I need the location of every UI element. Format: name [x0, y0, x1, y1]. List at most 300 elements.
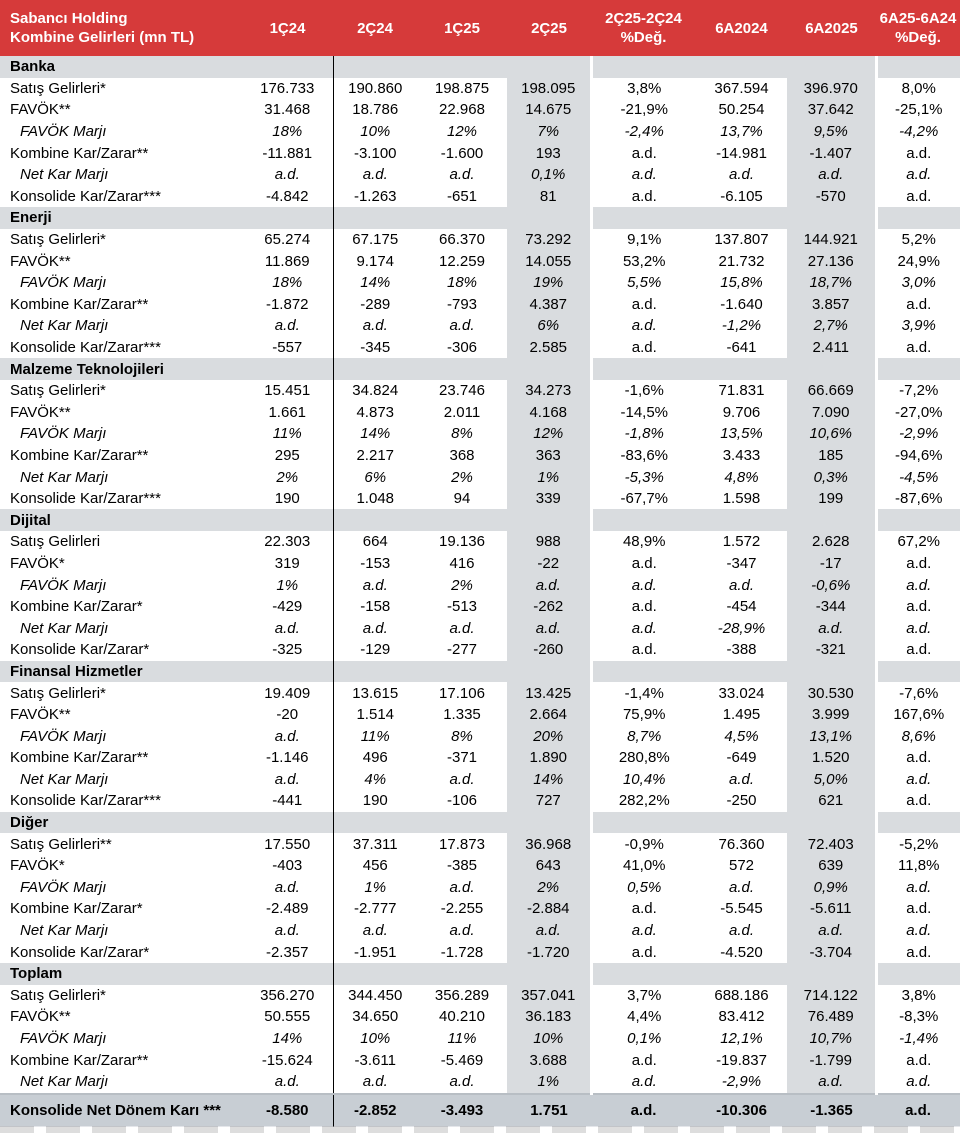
table-cell: -345: [333, 337, 417, 359]
table-cell: a.d.: [274, 770, 300, 788]
table-cell: 81: [507, 186, 591, 208]
table-cell: a.d.: [728, 166, 755, 184]
table-cell: 4%: [333, 769, 417, 791]
table-cell: -25,1%: [876, 99, 960, 121]
table-cell: 190: [333, 790, 417, 812]
table-cell: 73.292: [507, 229, 591, 251]
row-label: Net Kar Marjı: [20, 770, 109, 788]
section-header-filler: [333, 509, 417, 531]
table-cell: a.d.: [876, 164, 960, 186]
row-label: Kombine Kar/Zarar**: [10, 1051, 149, 1069]
table-cell: -1,4%: [876, 1028, 960, 1050]
table-cell: 1.890: [507, 747, 591, 769]
table-cell: a.d.: [876, 553, 960, 575]
table-cell: 14.675: [507, 99, 591, 121]
row-label: Konsolide Kar/Zarar*: [10, 943, 150, 961]
table-cell: 10%: [507, 1028, 591, 1050]
table-cell: 688.186: [714, 986, 769, 1004]
table-cell: -5,3%: [591, 466, 696, 488]
table-cell: 1.048: [333, 488, 417, 510]
table-cell: -19.837: [716, 1051, 767, 1069]
table-row: [0, 920, 960, 942]
table-cell: -83,6%: [591, 445, 696, 467]
table-cell: -388: [726, 641, 757, 659]
row-label: FAVÖK Marjı: [20, 576, 107, 594]
table-cell: 75,9%: [591, 704, 696, 726]
table-cell: 34.650: [333, 1006, 417, 1028]
table-cell: 13,5%: [720, 425, 763, 443]
row-label: FAVÖK Marjı: [20, 878, 107, 896]
table-cell: -4,5%: [876, 466, 960, 488]
table-cell: 4.168: [507, 402, 591, 424]
section-header-row: [0, 661, 960, 683]
table-cell: -7,6%: [876, 682, 960, 704]
table-cell: -557: [272, 339, 303, 357]
table-cell: 356.289: [434, 986, 490, 1004]
table-cell: a.d.: [333, 920, 417, 942]
section-title: Finansal Hizmetler: [0, 661, 242, 683]
section-header-filler: [696, 509, 787, 531]
col-header-6m2024: 6A2024: [696, 0, 787, 56]
table-cell: 1%: [507, 1071, 591, 1094]
row-label: Satış Gelirleri*: [10, 79, 106, 97]
table-cell: -289: [333, 294, 417, 316]
table-cell: -277: [446, 641, 478, 659]
table-cell: 664: [333, 531, 417, 553]
row-label: Net Kar Marjı: [20, 166, 109, 184]
table-cell: -3.704: [787, 941, 876, 963]
table-cell: 643: [507, 855, 591, 877]
table-cell: 18%: [446, 274, 478, 292]
table-cell: 2.411: [787, 337, 876, 359]
table-cell: 36.183: [507, 1006, 591, 1028]
table-cell: 9,5%: [787, 121, 876, 143]
table-cell: -2.357: [265, 943, 309, 961]
table-cell: -1.872: [265, 295, 309, 313]
table-cell: -0,6%: [787, 574, 876, 596]
row-label: FAVÖK**: [10, 252, 71, 270]
table-cell: -14.981: [716, 144, 767, 162]
table-cell: 66.370: [439, 231, 485, 249]
table-row: [0, 337, 960, 359]
table-cell: 10,4%: [591, 769, 696, 791]
section-header-filler: [507, 661, 591, 683]
section-header-filler: [417, 509, 507, 531]
table-cell: 14%: [507, 769, 591, 791]
table-cell: a.d.: [787, 1071, 876, 1094]
table-cell: a.d.: [591, 164, 696, 186]
table-cell: 2%: [451, 468, 473, 486]
section-header-filler: [591, 56, 696, 78]
total-row: [0, 1094, 960, 1127]
section-header-filler: [696, 207, 787, 229]
table-row: [0, 704, 960, 726]
section-title: Banka: [0, 56, 242, 78]
table-cell: 66.669: [787, 380, 876, 402]
table-cell: 199: [787, 488, 876, 510]
table-cell: a.d.: [449, 878, 475, 896]
table-cell: a.d.: [507, 574, 591, 596]
section-header-filler: [591, 207, 696, 229]
table-row: [0, 617, 960, 639]
table-cell: -2,4%: [591, 121, 696, 143]
table-cell: 5,2%: [876, 229, 960, 251]
table-cell: 34.824: [333, 380, 417, 402]
table-cell: 572: [728, 857, 755, 875]
table-cell: -641: [726, 339, 757, 357]
table-row: [0, 531, 960, 553]
table-cell: a.d.: [591, 898, 696, 920]
section-header-filler: [787, 812, 876, 834]
row-label: Kombine Kar/Zarar**: [10, 295, 149, 313]
row-label: FAVÖK*: [10, 554, 65, 572]
table-cell: 7.090: [787, 402, 876, 424]
table-cell: 1%: [276, 576, 299, 594]
table-cell: 1%: [333, 877, 417, 899]
table-cell: 190: [274, 490, 300, 508]
table-cell: -2.255: [440, 900, 484, 918]
table-cell: a.d.: [591, 142, 696, 164]
section-header-filler: [876, 358, 960, 380]
section-header-filler: [507, 56, 591, 78]
table-cell: 19%: [507, 272, 591, 294]
row-label: Satış Gelirleri*: [10, 684, 106, 702]
row-label: Satış Gelirleri*: [10, 231, 106, 249]
total-cell: a.d.: [876, 1094, 960, 1127]
table-cell: -1,4%: [591, 682, 696, 704]
table-cell: 8,0%: [876, 78, 960, 100]
table-cell: 2%: [507, 877, 591, 899]
table-cell: 2%: [276, 468, 299, 486]
table-cell: a.d.: [876, 877, 960, 899]
table-cell: 17.873: [439, 835, 485, 853]
table-cell: 13,1%: [787, 725, 876, 747]
table-cell: -1.799: [787, 1049, 876, 1071]
table-cell: 185: [787, 445, 876, 467]
table-row: [0, 877, 960, 899]
table-cell: a.d.: [591, 574, 696, 596]
table-cell: 282,2%: [591, 790, 696, 812]
table-cell: 3,7%: [591, 985, 696, 1007]
table-row: [0, 596, 960, 618]
col-header-2q24: 2Ç24: [333, 0, 417, 56]
table-cell: 14.055: [507, 250, 591, 272]
table-cell: a.d.: [274, 166, 300, 184]
table-cell: 1%: [507, 466, 591, 488]
table-cell: 14%: [272, 1030, 303, 1048]
table-cell: -2,9%: [721, 1073, 762, 1091]
table-row: [0, 769, 960, 791]
table-cell: -1,6%: [591, 380, 696, 402]
table-cell: a.d.: [876, 769, 960, 791]
table-cell: 76.489: [787, 1006, 876, 1028]
table-row: [0, 1028, 960, 1050]
table-cell: -2,9%: [876, 423, 960, 445]
table-cell: a.d.: [876, 790, 960, 812]
table-cell: 11%: [447, 1030, 477, 1048]
section-header-filler: [876, 661, 960, 683]
table-cell: 8%: [451, 425, 473, 443]
table-cell: 144.921: [787, 229, 876, 251]
col-header-2q25: 2Ç25: [507, 0, 591, 56]
table-cell: 48,9%: [591, 531, 696, 553]
table-cell: 344.450: [333, 985, 417, 1007]
table-cell: -158: [333, 596, 417, 618]
section-header-filler: [876, 963, 960, 985]
section-header-filler: [787, 963, 876, 985]
table-cell: 12,1%: [720, 1030, 763, 1048]
table-body: [0, 56, 960, 1127]
section-header-filler: [507, 358, 591, 380]
table-title: [0, 0, 242, 56]
table-cell: a.d.: [876, 186, 960, 208]
row-label: Net Kar Marjı: [20, 468, 109, 486]
section-header-filler: [876, 812, 960, 834]
row-label: Kombine Kar/Zarar**: [10, 144, 149, 162]
table-cell: 9.706: [722, 403, 761, 421]
row-label: FAVÖK Marjı: [20, 425, 107, 443]
table-cell: -2.884: [507, 898, 591, 920]
row-label: Satış Gelirleri*: [10, 382, 106, 400]
table-cell: 0,9%: [787, 877, 876, 899]
row-label: Net Kar Marjı: [20, 317, 109, 335]
table-cell: 83.412: [718, 1008, 765, 1026]
table-cell: 10%: [333, 1028, 417, 1050]
table-cell: 0,3%: [787, 466, 876, 488]
table-cell: 22.303: [264, 533, 311, 551]
section-header-filler: [787, 661, 876, 683]
table-cell: -3.100: [333, 142, 417, 164]
section-header-row: [0, 812, 960, 834]
table-cell: a.d.: [876, 294, 960, 316]
section-title: Toplam: [0, 963, 242, 985]
table-cell: 167,6%: [876, 704, 960, 726]
table-cell: 3.857: [787, 294, 876, 316]
table-cell: 37.642: [787, 99, 876, 121]
table-cell: -513: [446, 598, 478, 616]
table-cell: -4.842: [265, 187, 309, 205]
section-header-filler: [507, 509, 591, 531]
table-cell: -3.611: [333, 1049, 417, 1071]
table-cell: a.d.: [591, 1049, 696, 1071]
table-cell: 357.041: [507, 985, 591, 1007]
table-cell: -344: [787, 596, 876, 618]
table-cell: 0,1%: [507, 164, 591, 186]
section-header-filler: [696, 56, 787, 78]
table-cell: 18,7%: [787, 272, 876, 294]
section-header-filler: [242, 509, 333, 531]
table-cell: 30.530: [787, 682, 876, 704]
table-cell: -27,0%: [876, 402, 960, 424]
table-title-line1: Sabancı Holding: [10, 10, 128, 27]
row-label: Konsolide Kar/Zarar***: [10, 490, 161, 508]
table-cell: 368: [449, 446, 475, 464]
table-cell: a.d.: [449, 619, 475, 637]
table-cell: 18%: [272, 274, 303, 292]
table-cell: 22.968: [439, 101, 485, 119]
section-header-filler: [333, 56, 417, 78]
row-label: Net Kar Marjı: [20, 1073, 109, 1091]
table-cell: 4,8%: [724, 468, 759, 486]
table-cell: a.d.: [591, 315, 696, 337]
table-cell: 1.598: [722, 490, 761, 508]
table-cell: -0,9%: [591, 833, 696, 855]
table-cell: 1.661: [268, 403, 307, 421]
row-label: Konsolide Kar/Zarar***: [10, 187, 161, 205]
section-header-filler: [876, 56, 960, 78]
table-cell: a.d.: [728, 922, 755, 940]
table-cell: 496: [333, 747, 417, 769]
table-cell: a.d.: [787, 164, 876, 186]
table-cell: 2.664: [507, 704, 591, 726]
table-cell: a.d.: [449, 770, 475, 788]
table-cell: a.d.: [591, 186, 696, 208]
section-header-filler: [242, 207, 333, 229]
table-cell: 18.786: [333, 99, 417, 121]
table-cell: -4,2%: [876, 121, 960, 143]
table-cell: a.d.: [449, 922, 475, 940]
total-cell: -10.306: [696, 1094, 787, 1127]
total-cell: 1.751: [507, 1094, 591, 1127]
table-cell: 295: [274, 446, 300, 464]
section-header-filler: [787, 358, 876, 380]
total-cell: -3.493: [417, 1094, 507, 1127]
table-cell: a.d.: [333, 574, 417, 596]
table-cell: 198.875: [434, 79, 490, 97]
section-header-filler: [507, 812, 591, 834]
table-cell: -325: [272, 641, 303, 659]
table-cell: 53,2%: [591, 250, 696, 272]
table-cell: a.d.: [333, 315, 417, 337]
section-header-row: [0, 509, 960, 531]
table-cell: 3,8%: [591, 78, 696, 100]
table-cell: 1.572: [722, 533, 761, 551]
table-cell: 20%: [507, 725, 591, 747]
row-label: FAVÖK Marjı: [20, 123, 107, 141]
section-header-filler: [242, 661, 333, 683]
table-row: [0, 790, 960, 812]
table-cell: a.d.: [507, 617, 591, 639]
table-cell: 36.968: [507, 833, 591, 855]
table-cell: 639: [787, 855, 876, 877]
table-cell: 10%: [333, 121, 417, 143]
table-row: [0, 682, 960, 704]
table-cell: a.d.: [274, 878, 300, 896]
table-cell: -5.545: [720, 900, 763, 918]
table-cell: 367.594: [714, 79, 769, 97]
table-cell: -5.469: [440, 1051, 484, 1069]
row-label: FAVÖK**: [10, 101, 71, 119]
table-cell: a.d.: [274, 317, 300, 335]
table-cell: 67.175: [333, 229, 417, 251]
section-header-filler: [242, 56, 333, 78]
row-label: Konsolide Kar/Zarar***: [10, 792, 161, 810]
table-cell: 12%: [446, 123, 478, 141]
table-cell: -371: [446, 749, 478, 767]
table-cell: 2.011: [443, 403, 481, 421]
table-cell: 41,0%: [591, 855, 696, 877]
section-header-filler: [696, 812, 787, 834]
table-cell: -6.105: [720, 187, 763, 205]
table-cell: 6%: [333, 466, 417, 488]
section-header-filler: [333, 661, 417, 683]
table-cell: 3.999: [787, 704, 876, 726]
table-cell: 18%: [272, 123, 303, 141]
table-cell: a.d.: [787, 920, 876, 942]
table-cell: 72.403: [787, 833, 876, 855]
total-cell: -2.852: [333, 1094, 417, 1127]
section-header-filler: [417, 358, 507, 380]
section-header-row: [0, 56, 960, 78]
table-cell: -14,5%: [591, 402, 696, 424]
table-cell: a.d.: [728, 576, 755, 594]
table-cell: 363: [507, 445, 591, 467]
table-cell: a.d.: [728, 878, 755, 896]
table-cell: 31.468: [264, 101, 311, 119]
table-header-row: [0, 0, 960, 56]
table-cell: -67,7%: [591, 488, 696, 510]
table-row: [0, 941, 960, 963]
table-cell: 9.174: [333, 250, 417, 272]
table-cell: a.d.: [591, 337, 696, 359]
table-cell: -385: [446, 857, 478, 875]
table-cell: 50.555: [264, 1008, 311, 1026]
table-cell: a.d.: [591, 1071, 696, 1094]
table-cell: 27.136: [787, 250, 876, 272]
table-cell: -441: [272, 792, 303, 810]
table-cell: 2.217: [333, 445, 417, 467]
table-cell: -321: [787, 639, 876, 661]
table-row: [0, 99, 960, 121]
table-cell: a.d.: [876, 920, 960, 942]
section-header-row: [0, 963, 960, 985]
table-row: [0, 272, 960, 294]
table-cell: -306: [446, 339, 478, 357]
table-cell: 71.831: [718, 382, 765, 400]
total-cell: -8.580: [242, 1094, 333, 1127]
footnote-strip: [0, 1126, 960, 1133]
table-cell: 13.425: [507, 682, 591, 704]
table-cell: a.d.: [728, 770, 755, 788]
section-header-filler: [507, 963, 591, 985]
row-label: Kombine Kar/Zarar**: [10, 749, 149, 767]
table-cell: -5,2%: [876, 833, 960, 855]
table-row: [0, 121, 960, 143]
table-cell: a.d.: [333, 164, 417, 186]
section-header-filler: [876, 207, 960, 229]
table-row: [0, 747, 960, 769]
section-header-filler: [242, 812, 333, 834]
section-header-row: [0, 207, 960, 229]
row-label: Satış Gelirleri*: [10, 986, 106, 1004]
row-label: FAVÖK Marjı: [20, 1030, 107, 1048]
col-header-1q24: 1Ç24: [242, 0, 333, 56]
table-cell: a.d.: [274, 727, 300, 745]
table-cell: -1,2%: [721, 317, 762, 335]
section-header-filler: [417, 56, 507, 78]
table-cell: a.d.: [876, 337, 960, 359]
table-cell: 37.311: [333, 833, 417, 855]
section-header-filler: [242, 963, 333, 985]
table-cell: 1.335: [443, 706, 481, 724]
table-cell: 4,4%: [591, 1006, 696, 1028]
table-cell: 50.254: [718, 101, 765, 119]
table-cell: 67,2%: [876, 531, 960, 553]
table-cell: 23.746: [439, 382, 485, 400]
table-cell: 11.869: [264, 252, 310, 270]
table-cell: -454: [726, 598, 757, 616]
table-row: [0, 488, 960, 510]
